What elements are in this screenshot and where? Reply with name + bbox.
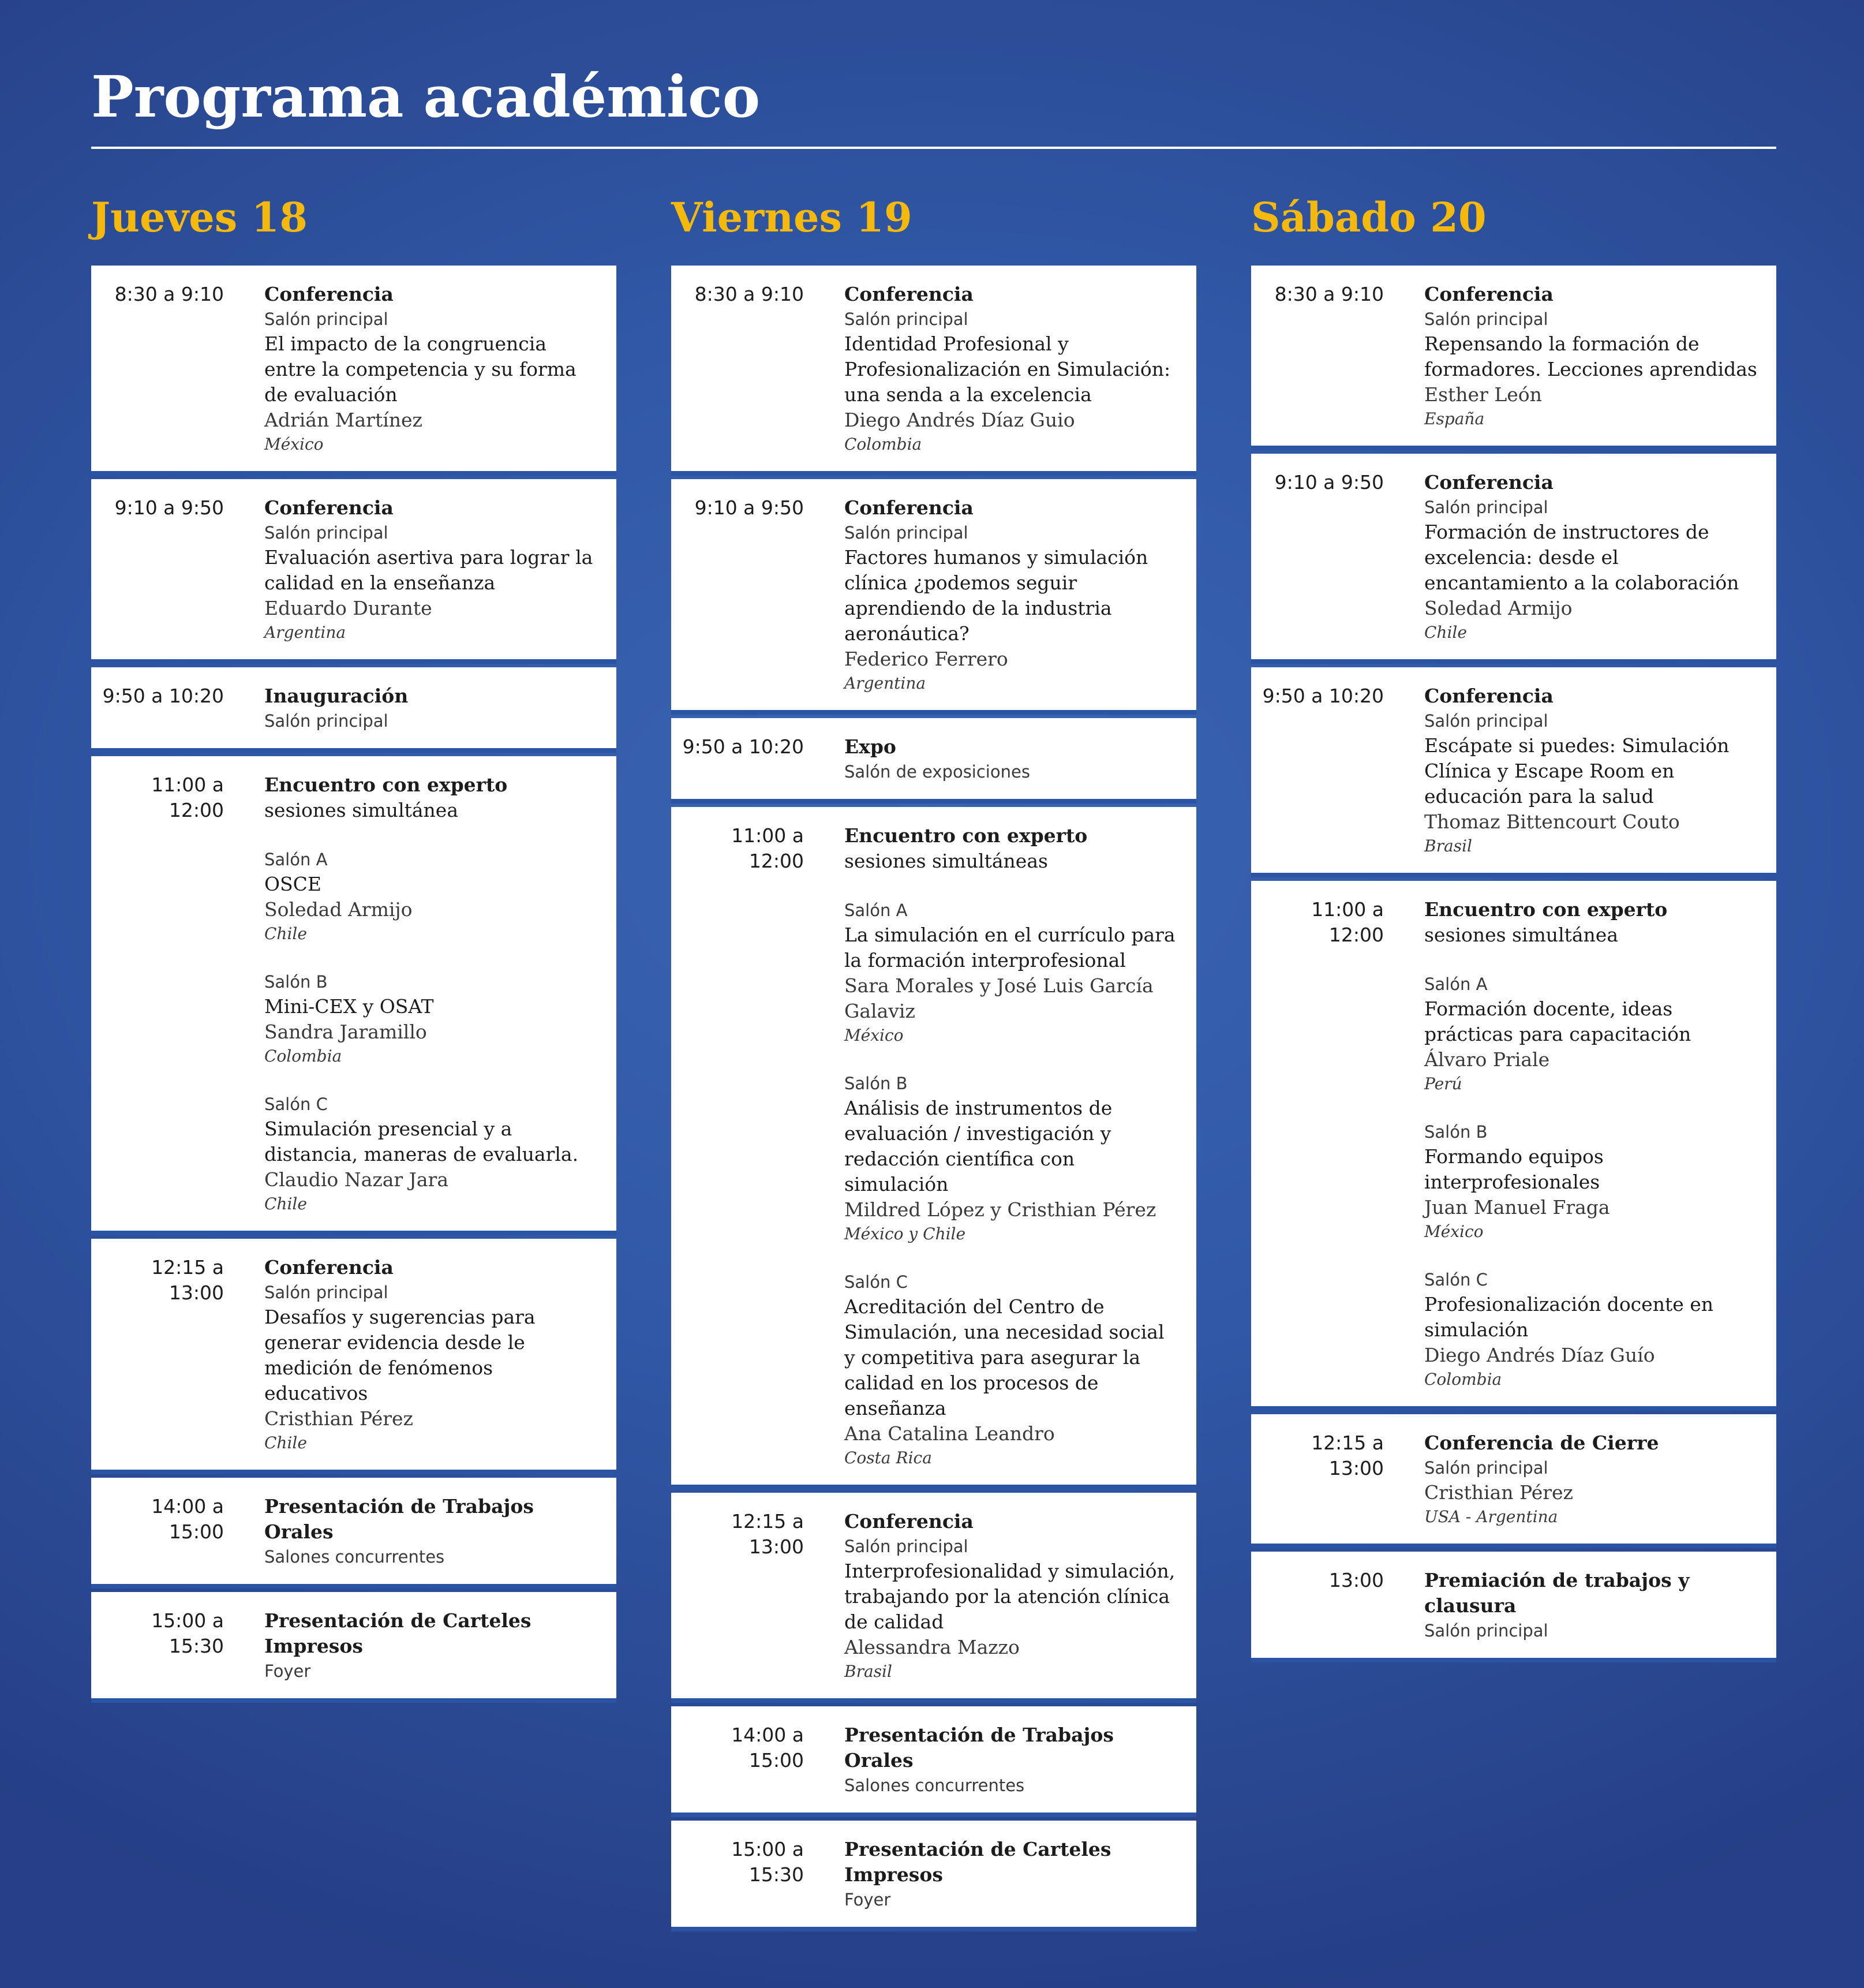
session-time: 12:15 a 13:00 [151,1256,224,1304]
session-type: Presentación de Trabajos Orales [264,1495,534,1543]
session-type: Conferencia [844,496,974,519]
slot-room: Salón C [264,1094,328,1114]
session-list [1251,266,1776,1666]
session-topic: Identidad Profesional y Profesionalización en Simulación: una senda a la excelencia [844,332,1171,406]
session-card [1251,881,1776,1411]
slot-title: La simulación en el currículo para la formación interprofesional [844,924,1176,971]
session-card [91,1478,616,1589]
session-intro: sesiones simultáneas [844,850,1048,872]
session-room: Salón principal [844,1537,968,1556]
session-speaker: Esther León [1424,383,1542,406]
session-time: 9:50 a 10:20 [102,685,224,707]
session-time: 15:00 a 15:30 [151,1609,224,1657]
session-intro: sesiones simultánea [264,799,459,821]
parallel-slot [1424,1120,1759,1243]
session-speaker: Soledad Armijo [1424,597,1573,619]
session-card [1251,1414,1776,1548]
session-time: 8:30 a 9:10 [1274,283,1384,305]
session-time: 8:30 a 9:10 [114,283,224,305]
session-content [844,282,1179,456]
session-time: 11:00 a 12:00 [1311,898,1384,946]
slot-room: Salón A [1424,974,1488,994]
session-type: Conferencia [1424,471,1554,494]
session-card [91,1592,616,1703]
session-country: USA - Argentina [1424,1507,1558,1526]
session-topic: Interprofesionalidad y simulación, trabajando por la atención clínica de calidad [844,1560,1176,1633]
session-room: Salón principal [264,711,388,731]
day-title: Jueves 18 [91,193,308,241]
session-content [1424,897,1759,1391]
session-content [264,1255,599,1455]
session-room: Salón de exposiciones [844,762,1030,782]
session-type: Conferencia [1424,685,1554,707]
session-speaker: Eduardo Durante [264,597,432,619]
session-content [844,823,1179,1470]
slot-room: Salón C [1424,1270,1488,1290]
slot-title: Formando equipos interprofesionales [1424,1145,1604,1193]
session-room: Salón principal [1424,309,1548,329]
slot-country: Chile [264,1194,307,1213]
session-card [671,266,1196,476]
session-content [1424,683,1759,858]
session-speaker: Cristhian Pérez [264,1407,413,1430]
session-content [264,772,599,1216]
session-room: Salón principal [1424,1458,1548,1478]
session-room: Salón principal [264,523,388,543]
session-room: Salón principal [1424,711,1548,731]
session-topic: Evaluación asertiva para lograr la calidad en la enseñanza [264,546,593,594]
session-card [91,266,616,476]
session-card [671,1706,1196,1817]
slot-title: Acreditación del Centro de Simulación, una necesidad social y competitiva para asegurar la calidad en los procesos de enseñanza [844,1295,1165,1419]
session-content [1424,1430,1759,1529]
session-card [91,667,616,753]
session-topic: El impacto de la congruencia entre la competencia y su forma de evaluación [264,332,577,406]
session-time: 12:15 a 13:00 [1311,1432,1384,1479]
session-room: Salón principal [1424,1621,1548,1641]
session-type: Conferencia [844,283,974,305]
session-time: 13:00 [1328,1569,1384,1591]
session-topic: Factores humanos y simulación clínica ¿podemos seguir aprendiendo de la industria aeronáutica? [844,546,1148,645]
session-speaker: Thomaz Bittencourt Couto [1424,810,1680,833]
session-content [1424,1568,1759,1643]
session-time: 9:10 a 9:50 [114,496,224,519]
session-speaker: Adrián Martínez [264,409,422,431]
session-country: Chile [264,1433,307,1452]
session-type: Conferencia [264,283,394,305]
session-time: 11:00 a 12:00 [151,773,224,821]
slot-room: Salón A [844,900,908,920]
session-time: 9:50 a 10:20 [682,735,804,758]
session-type: Presentación de Trabajos Orales [844,1724,1114,1772]
slot-speaker: Diego Andrés Díaz Guío [1424,1344,1655,1366]
day-title: Viernes 19 [671,193,912,241]
slot-speaker: Ana Catalina Leandro [844,1422,1055,1445]
session-content [844,495,1179,695]
slot-country: Colombia [1424,1370,1502,1389]
session-speaker: Diego Andrés Díaz Guio [844,409,1075,431]
session-room: Salón principal [264,1283,388,1302]
session-type: Premiación de trabajos y clausura [1424,1569,1690,1617]
slot-title: Simulación presencial y a distancia, maneras de evaluarla. [264,1118,579,1165]
session-card [1251,454,1776,664]
parallel-slot [1424,972,1759,1096]
session-card [91,1239,616,1474]
slot-title: Análisis de instrumentos de evaluación / investigación y redacción científica con simulación [844,1097,1113,1195]
session-room: Salón principal [264,309,388,329]
session-content [844,1722,1179,1798]
parallel-slot [844,898,1179,1047]
session-card [671,479,1196,715]
slot-country: México y Chile [844,1224,966,1243]
session-card [671,807,1196,1489]
slot-speaker: Mildred López y Cristhian Pérez [844,1198,1156,1221]
session-room: Salón principal [1424,498,1548,517]
slot-room: Salón B [844,1074,908,1093]
session-content [264,282,599,456]
session-content [264,683,599,733]
slot-speaker: Sara Morales y José Luis García Galaviz [844,974,1154,1022]
session-type: Expo [844,735,896,758]
day-title: Sábado 20 [1251,193,1487,241]
slot-title: Profesionalización docente en simulación [1424,1293,1714,1341]
session-content [264,1608,599,1683]
session-country: España [1424,409,1485,428]
slot-room: Salón B [1424,1122,1488,1142]
title-divider [91,147,1776,149]
session-type: Conferencia [264,496,394,519]
slot-room: Salón B [264,972,328,992]
session-content [1424,282,1759,431]
session-topic: Escápate si puedes: Simulación Clínica y Escape Room en educación para la salud [1424,734,1730,808]
session-type: Inauguración [264,685,409,707]
session-room: Salones concurrentes [844,1776,1025,1795]
session-time: 9:10 a 9:50 [1274,471,1384,494]
session-speaker: Federico Ferrero [844,648,1008,670]
session-intro: sesiones simultánea [1424,924,1619,946]
slot-speaker: Soledad Armijo [264,898,413,921]
parallel-slot [1424,1268,1759,1391]
session-card [1251,266,1776,450]
session-content [1424,470,1759,644]
session-type: Encuentro con experto [844,824,1088,847]
session-content [844,734,1179,784]
parallel-slot [844,1270,1179,1470]
session-country: Argentina [844,674,926,693]
slot-room: Salón A [264,850,328,869]
session-room: Foyer [264,1661,311,1681]
session-type: Conferencia [264,1256,394,1279]
slot-speaker: Juan Manuel Fraga [1424,1196,1610,1219]
session-content [844,1509,1179,1683]
parallel-slot [844,1071,1179,1246]
session-type: Conferencia de Cierre [1424,1432,1659,1454]
session-room: Salón principal [844,523,968,543]
session-topic: Desafíos y sugerencias para generar evidencia desde le medición de fenómenos educativos [264,1306,536,1404]
session-time: 11:00 a 12:00 [731,824,804,872]
session-content [844,1837,1179,1912]
session-card [1251,667,1776,877]
session-type: Encuentro con experto [1424,898,1668,921]
session-card [91,479,616,664]
session-time: 14:00 a 15:00 [151,1495,224,1543]
parallel-slot [264,1092,599,1216]
slot-title: OSCE [264,873,321,895]
slot-country: México [844,1026,904,1045]
session-card [91,756,616,1235]
session-room: Salones concurrentes [264,1547,445,1567]
slot-country: Costa Rica [844,1448,932,1467]
slot-country: Perú [1424,1074,1462,1093]
session-type: Conferencia [844,1510,974,1533]
session-time: 12:15 a 13:00 [731,1510,804,1558]
session-card [1251,1552,1776,1662]
page-title: Programa académico [91,64,761,130]
session-topic: Formación de instructores de excelencia: desde el encantamiento a la colaboración [1424,521,1739,594]
session-content [264,1494,599,1569]
session-country: México [264,435,324,454]
slot-country: Chile [264,924,307,943]
session-speaker: Alessandra Mazzo [844,1636,1020,1658]
session-type: Encuentro con experto [264,773,508,796]
slot-country: Colombia [264,1047,342,1066]
session-time: 9:50 a 10:20 [1262,685,1384,707]
session-type: Conferencia [1424,283,1554,305]
session-country: Argentina [264,623,346,642]
session-list [91,266,616,1706]
session-room: Foyer [844,1890,891,1909]
slot-speaker: Claudio Nazar Jara [264,1168,448,1191]
slot-country: México [1424,1222,1484,1241]
session-topic: Repensando la formación de formadores. Lecciones aprendidas [1424,332,1757,380]
session-country: Brasil [844,1662,892,1681]
session-time: 8:30 a 9:10 [694,283,804,305]
session-country: Chile [1424,623,1467,642]
session-room: Salón principal [844,309,968,329]
session-speaker: Cristhian Pérez [1424,1481,1573,1504]
session-country: Brasil [1424,836,1472,855]
session-card [671,1821,1196,1931]
session-type: Presentación de Carteles Impresos [844,1838,1111,1886]
parallel-slot [264,970,599,1068]
slot-title: Mini-CEX y OSAT [264,995,434,1018]
session-content [264,495,599,644]
session-card [671,1493,1196,1703]
slot-title: Formación docente, ideas prácticas para capacitación [1424,997,1691,1045]
session-type: Presentación de Carteles Impresos [264,1609,531,1657]
slot-room: Salón C [844,1272,908,1292]
session-card [671,718,1196,804]
session-list [671,266,1196,1935]
slot-speaker: Álvaro Priale [1424,1048,1550,1071]
slot-speaker: Sandra Jaramillo [264,1021,427,1043]
session-time: 15:00 a 15:30 [731,1838,804,1886]
parallel-slot [264,847,599,946]
session-time: 14:00 a 15:00 [731,1724,804,1772]
session-country: Colombia [844,435,922,454]
session-time: 9:10 a 9:50 [694,496,804,519]
